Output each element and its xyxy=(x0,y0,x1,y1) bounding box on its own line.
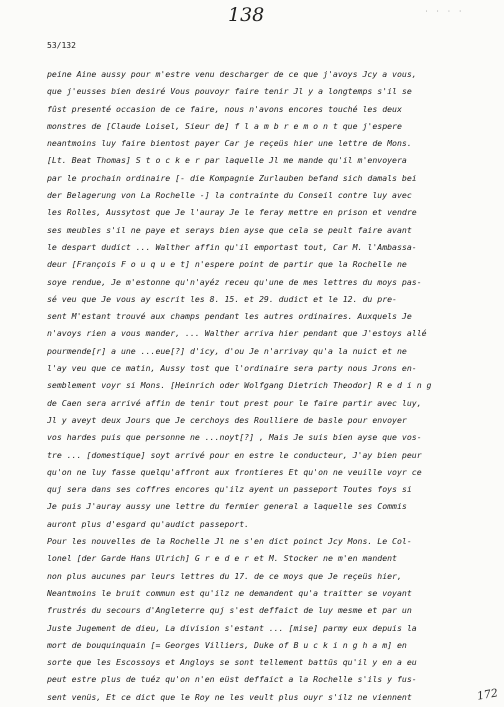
text-line: der Belagerung von La Rochelle -] la contrainte du Conseil contre luy avec xyxy=(47,190,412,201)
text-line: sent M'estant trouvé aux champs pendant les autres ordinaires. Auxquels Je xyxy=(47,311,412,322)
text-line: Pour les nouvelles de la Rochelle Jl ne s'en dict poinct Jcy Mons. Le Col- xyxy=(47,536,412,547)
text-line: sé veu que Je vous ay escrit les 8. 15. et 29. dudict et le 12. du pre- xyxy=(47,293,397,304)
transcription-body xyxy=(47,66,487,706)
text-line: pourmende[r] a une ...eue[?] d'icy, d'ou Je n'arrivay qu'a la nuict et ne xyxy=(47,345,407,356)
text-line: lonel [der Garde Hans Ulrich] G r e d e r et M. Stocker ne m'en mandent xyxy=(47,553,397,564)
text-line: n'avoys rien a vous mander, ... Walther arriva hier pendant que J'estoys allé xyxy=(47,328,427,339)
text-line: qu'on ne luy fasse quelqu'affront aux frontieres Et qu'on ne veuille voyr ce xyxy=(47,466,422,477)
text-line: Jl y aveyt deux Jours que Je cerchoys des Roulliere de basle pour envoyer xyxy=(47,414,407,425)
page-number-handwritten: 138 xyxy=(228,4,265,26)
text-line: [Lt. Beat Thomas] S t o c k e r par laquelle Jl me mande qu'il m'envoyera xyxy=(47,155,407,166)
text-line: peine Aine aussy pour m'estre venu descharger de ce que j'avoys Jcy a vous, xyxy=(47,69,417,79)
top-right-marks: · · · · xyxy=(424,8,464,15)
text-line: vos hardes puis que personne ne ...noyt[?] , Mais Je suis bien ayse que vos- xyxy=(47,432,422,443)
text-line: sent venüs, Et ce dict que le Roy ne les veult plus ouyr s'ilz ne viennent xyxy=(47,691,412,702)
text-line: que j'eusses bien desiré Vous pouvoyr faire tenir Jl y a longtemps s'il se xyxy=(47,86,412,97)
text-line: les Rolles, Aussytost que Je l'auray Je le feray mettre en prison et vendre xyxy=(47,207,417,218)
text-line: auront plus d'esgard qu'audict passeport. xyxy=(47,518,250,529)
text-line: Juste Jugement de dieu, La division s'estant ... [mise] parmy eux depuis la xyxy=(47,622,417,633)
text-line: monstres de [Claude Loisel, Sieur de] f l a m b r e m o n t que j'espere xyxy=(47,120,402,131)
text-line: neantmoins luy faire bientost payer Car je reçeüs hier une lettre de Mons. xyxy=(47,138,412,149)
text-line: non plus aucunes par leurs lettres du 17. de ce moys que Je reçeüs hier, xyxy=(47,570,402,581)
text-line: l'ay veu que ce matin, Aussy tost que l'ordinaire sera party nous Jrons en- xyxy=(47,363,417,374)
corner-handwritten-number: 172 xyxy=(476,686,499,703)
text-line: de Caen sera arrivé affin de tenir tout prest pour le faire partir avec luy, xyxy=(47,397,422,408)
text-line: le despart dudict ... Walther affin qu'il emportast tout, Car M. l'Ambassa- xyxy=(47,241,417,252)
text-line: sorte que les Escossoys et Angloys se sont tellement battüs qu'il y en a eu xyxy=(47,657,417,668)
text-line: deur [François F o u q u e t] n'espere point de partir que la Rochelle ne xyxy=(47,259,407,270)
archive-reference: 53/132 xyxy=(47,41,76,50)
text-line: peut estre plus de tuéz qu'on n'en eüst deffaict a la Rochelle s'ils y fus- xyxy=(47,674,417,685)
text-line: quj sera dans ses coffres encores qu'ilz ayent un passeport Toutes foys si xyxy=(47,484,412,495)
text-line: Neantmoins le bruit commun est qu'ilz ne demandent qu'a traitter se voyant xyxy=(47,587,412,598)
text-line: soye rendue, Je m'estonne qu'n'ayéz receu qu'une de mes lettres du moys pas- xyxy=(47,276,422,287)
text-line: fûst presenté occasion de ce faire, nous n'avons encores touché les deux xyxy=(47,103,402,114)
text-line: tre ... [domestique] soyt arrivé pour en estre le conducteur, J'ay bien peur xyxy=(47,449,422,460)
text-line: mort de bouquinquain [= Georges Villiers, Duke of B u c k i n g h a m] en xyxy=(47,639,407,650)
text-line: semblement voyr si Mons. [Heinrich oder Wolfgang Dietrich Theodor] R e d i n g xyxy=(47,380,432,391)
text-line: ses meubles s'il ne paye et serays bien ayse que cela se peult faire avant xyxy=(47,224,412,235)
text-line: par le prochain ordinaire [- die Kompagnie Zurlauben befand sich damals bei xyxy=(47,172,417,183)
text-line: Je puis J'auray aussy une lettre du fermier general a laquelle ses Commis xyxy=(47,501,407,512)
text-line: frustrés du secours d'Angleterre quj s'est deffaict de luy mesme et par un xyxy=(47,605,412,616)
